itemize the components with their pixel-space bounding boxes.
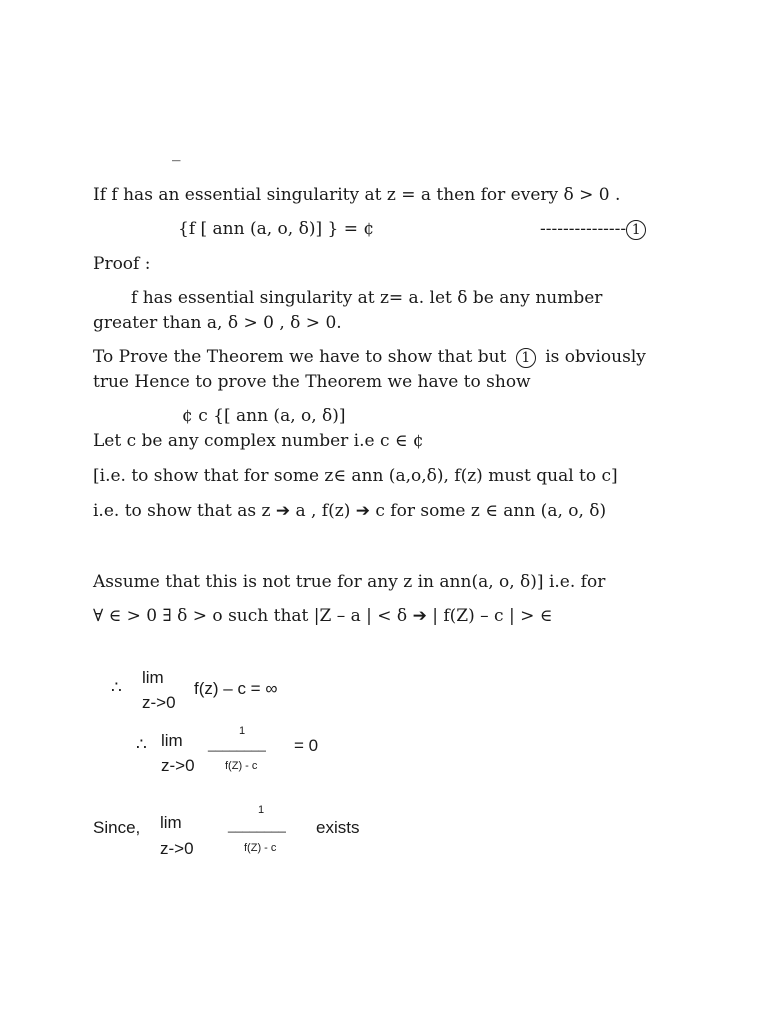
let-c-line: Let c be any complex number i.e c ∈ ¢ (93, 431, 424, 451)
paragraph-1-line-1: f has essential singularity at z= a. let δ be any number (131, 288, 603, 308)
equation-1-dashes: --------------- (540, 219, 627, 239)
paragraph-2-line-1 (93, 347, 646, 368)
ie-line-1: [i.e. to show that for some z∈ ann (a,o,δ), f(z) must qual to c] (93, 466, 618, 486)
lim-3-result: exists (316, 818, 360, 837)
paragraph-1-line-2: greater than a, δ > 0 , δ > 0. (93, 313, 342, 333)
lim-2: lim (161, 731, 183, 750)
equation-1-reference (540, 219, 646, 240)
paragraph-2-line-1-end: is obviously (545, 347, 646, 367)
therefore-symbol-2: ∴ (136, 735, 147, 755)
subset-expression: ¢ c {[ ann (a, o, δ)] (182, 406, 346, 426)
lim-2-numerator: 1 (239, 725, 246, 737)
lim-2-fraction-bar: ________ (208, 737, 266, 752)
equation-1-ref-inline: 1 (516, 348, 536, 368)
therefore-symbol-1: ∴ (111, 678, 122, 698)
lim-3-subscript: z->0 (160, 839, 194, 858)
lim-3-fraction-bar: ________ (228, 818, 286, 833)
lim-2-denominator: f(Z) - c (225, 760, 258, 772)
lim-1-subscript: z->0 (142, 693, 176, 712)
since-label: Since, (93, 818, 141, 837)
lim-3: lim (160, 813, 182, 832)
theorem-statement: If f has an essential singularity at z = a then for every δ > 0 . (93, 185, 621, 205)
lim-3-denominator: f(Z) - c (244, 842, 277, 854)
ie-line-2: i.e. to show that as z ➔ a , f(z) ➔ c for some z ∈ ann (a, o, δ) (93, 501, 607, 521)
header-dash: _ (172, 142, 181, 162)
lim-3-numerator: 1 (258, 804, 265, 816)
proof-label: Proof : (93, 254, 151, 274)
equation-1-lhs: {f [ ann (a, o, δ)] } = ¢ (178, 219, 375, 239)
equation-1-label: 1 (626, 220, 646, 240)
paragraph-2-line-2: true Hence to prove the Theorem we have to show (93, 372, 531, 392)
lim-1: lim (142, 668, 164, 687)
forall-line: ∀ ∈ > 0 ∃ δ > o such that |Z – a | < δ ➔ | f(Z) – c | > ∈ (93, 606, 553, 626)
lim-2-subscript: z->0 (161, 756, 195, 775)
assumption-line: Assume that this is not true for any z in ann(a, o, δ)] i.e. for (93, 572, 606, 592)
paragraph-2-line-1-start: To Prove the Theorem we have to show that but (93, 347, 507, 367)
lim-2-result: = 0 (294, 736, 319, 755)
lim-1-expression: f(z) – c = ∞ (194, 679, 278, 698)
